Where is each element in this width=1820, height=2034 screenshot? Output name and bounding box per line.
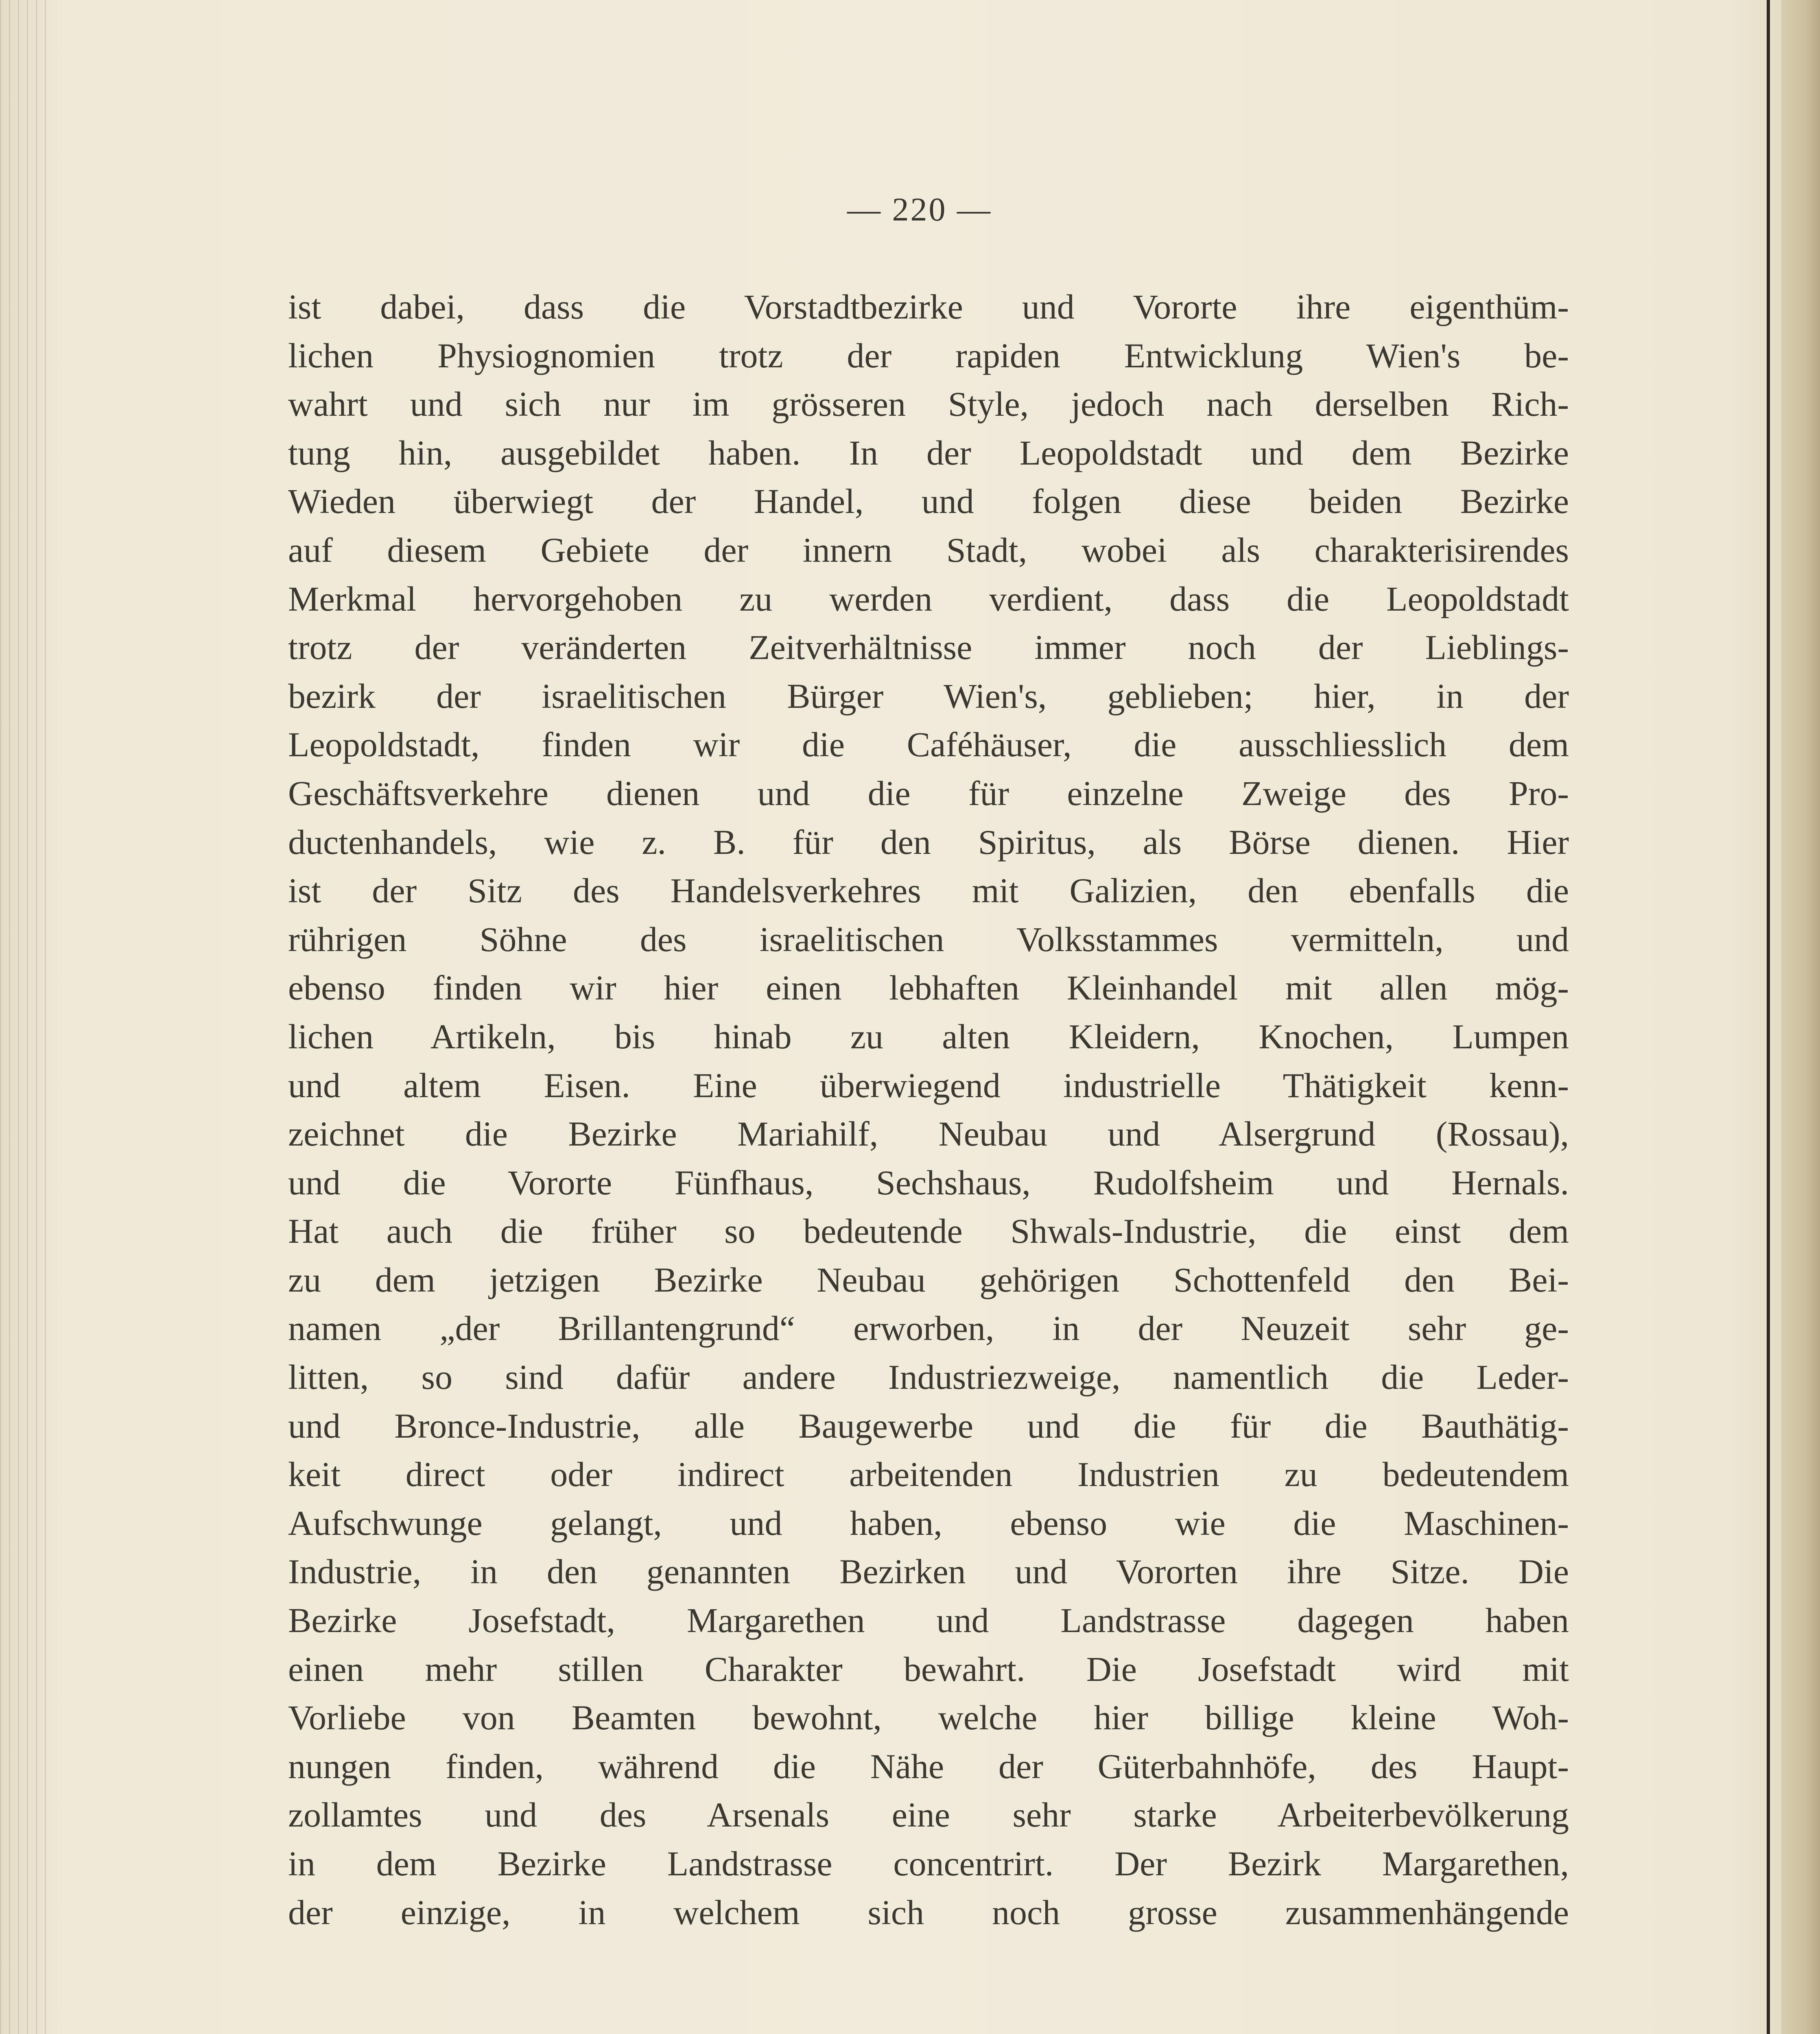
text-line: Vorliebe von Beamten bewohnt, welche hier billige kleine Woh- [288, 1698, 1569, 1737]
text-line: nungen finden, während die Nähe der Güterbahnhöfe, des Haupt- [288, 1746, 1569, 1786]
right-page-edge [1781, 0, 1820, 2034]
text-line: tung hin, ausgebildet haben. In der Leopoldstadt und dem Bezirke [288, 433, 1569, 472]
text-line: Hat auch die früher so bedeutende Shwals-Industrie, die einst dem [288, 1211, 1569, 1251]
text-line: Merkmal hervorgehoben zu werden verdient, dass die Leopoldstadt [288, 579, 1569, 618]
text-line: namen „der Brillantengrund“ erworben, in der Neuzeit sehr ge- [288, 1309, 1569, 1348]
page-number: — 220 — [847, 191, 992, 228]
text-line: Aufschwunge gelangt, und haben, ebenso wie die Maschinen- [288, 1503, 1569, 1543]
text-line: lichen Physiognomien trotz der rapiden Entwicklung Wien's be- [288, 336, 1569, 375]
text-line: Leopoldstadt, finden wir die Caféhäuser, die ausschliesslich dem [288, 725, 1569, 764]
text-line: Wieden überwiegt der Handel, und folgen diese beiden Bezirke [288, 482, 1569, 521]
left-binding-edge [0, 0, 53, 2034]
body-text [288, 283, 1569, 1937]
text-line: litten, so sind dafür andere Industriezweige, namentlich die Leder- [288, 1357, 1569, 1397]
text-line: ebenso finden wir hier einen lebhaften Kleinhandel mit allen mög- [288, 968, 1569, 1008]
text-line: wahrt und sich nur im grösseren Style, jedoch nach derselben Rich- [288, 384, 1569, 424]
text-line: Geschäftsverkehre dienen und die für einzelne Zweige des Pro- [288, 773, 1569, 813]
text-line: einen mehr stillen Charakter bewahrt. Die Josefstadt wird mit [288, 1649, 1569, 1689]
text-line: und altem Eisen. Eine überwiegend industrielle Thätigkeit kenn- [288, 1065, 1569, 1105]
text-line: ductenhandels, wie z. B. für den Spiritus, als Börse dienen. Hier [288, 822, 1569, 862]
text-line: und Bronce-Industrie, alle Baugewerbe und die für die Bauthätig- [288, 1406, 1569, 1445]
text-line: der einzige, in welchem sich noch grosse zusammenhängende [288, 1892, 1569, 1932]
text-line: zeichnet die Bezirke Mariahilf, Neubau und Alsergrund (Rossau), [288, 1114, 1569, 1154]
text-line: Industrie, in den genannten Bezirken und Vororten ihre Sitze. Die [288, 1552, 1569, 1591]
right-margin-rule [1767, 0, 1770, 2034]
text-line: trotz der veränderten Zeitverhältnisse immer noch der Lieblings- [288, 628, 1569, 667]
text-line: keit direct oder indirect arbeitenden Industrien zu bedeutendem [288, 1455, 1569, 1494]
text-line: zu dem jetzigen Bezirke Neubau gehörigen Schottenfeld den Bei- [288, 1260, 1569, 1299]
text-line: und die Vororte Fünfhaus, Sechshaus, Rudolfsheim und Hernals. [288, 1163, 1569, 1202]
text-line: lichen Artikeln, bis hinab zu alten Kleidern, Knochen, Lumpen [288, 1017, 1569, 1056]
text-line: auf diesem Gebiete der innern Stadt, wobei als charakterisirendes [288, 530, 1569, 570]
text-line: bezirk der israelitischen Bürger Wien's, geblieben; hier, in der [288, 676, 1569, 716]
text-line: rührigen Söhne des israelitischen Volksstammes vermitteln, und [288, 919, 1569, 959]
text-line: ist der Sitz des Handelsverkehres mit Galizien, den ebenfalls die [288, 871, 1569, 910]
text-line: zollamtes und des Arsenals eine sehr starke Arbeiterbevölkerung [288, 1795, 1569, 1835]
text-line: ist dabei, dass die Vorstadtbezirke und Vororte ihre eigenthüm- [288, 287, 1569, 326]
text-line: in dem Bezirke Landstrasse concentrirt. Der Bezirk Margarethen, [288, 1844, 1569, 1883]
text-line: Bezirke Josefstadt, Margarethen und Landstrasse dagegen haben [288, 1601, 1569, 1640]
